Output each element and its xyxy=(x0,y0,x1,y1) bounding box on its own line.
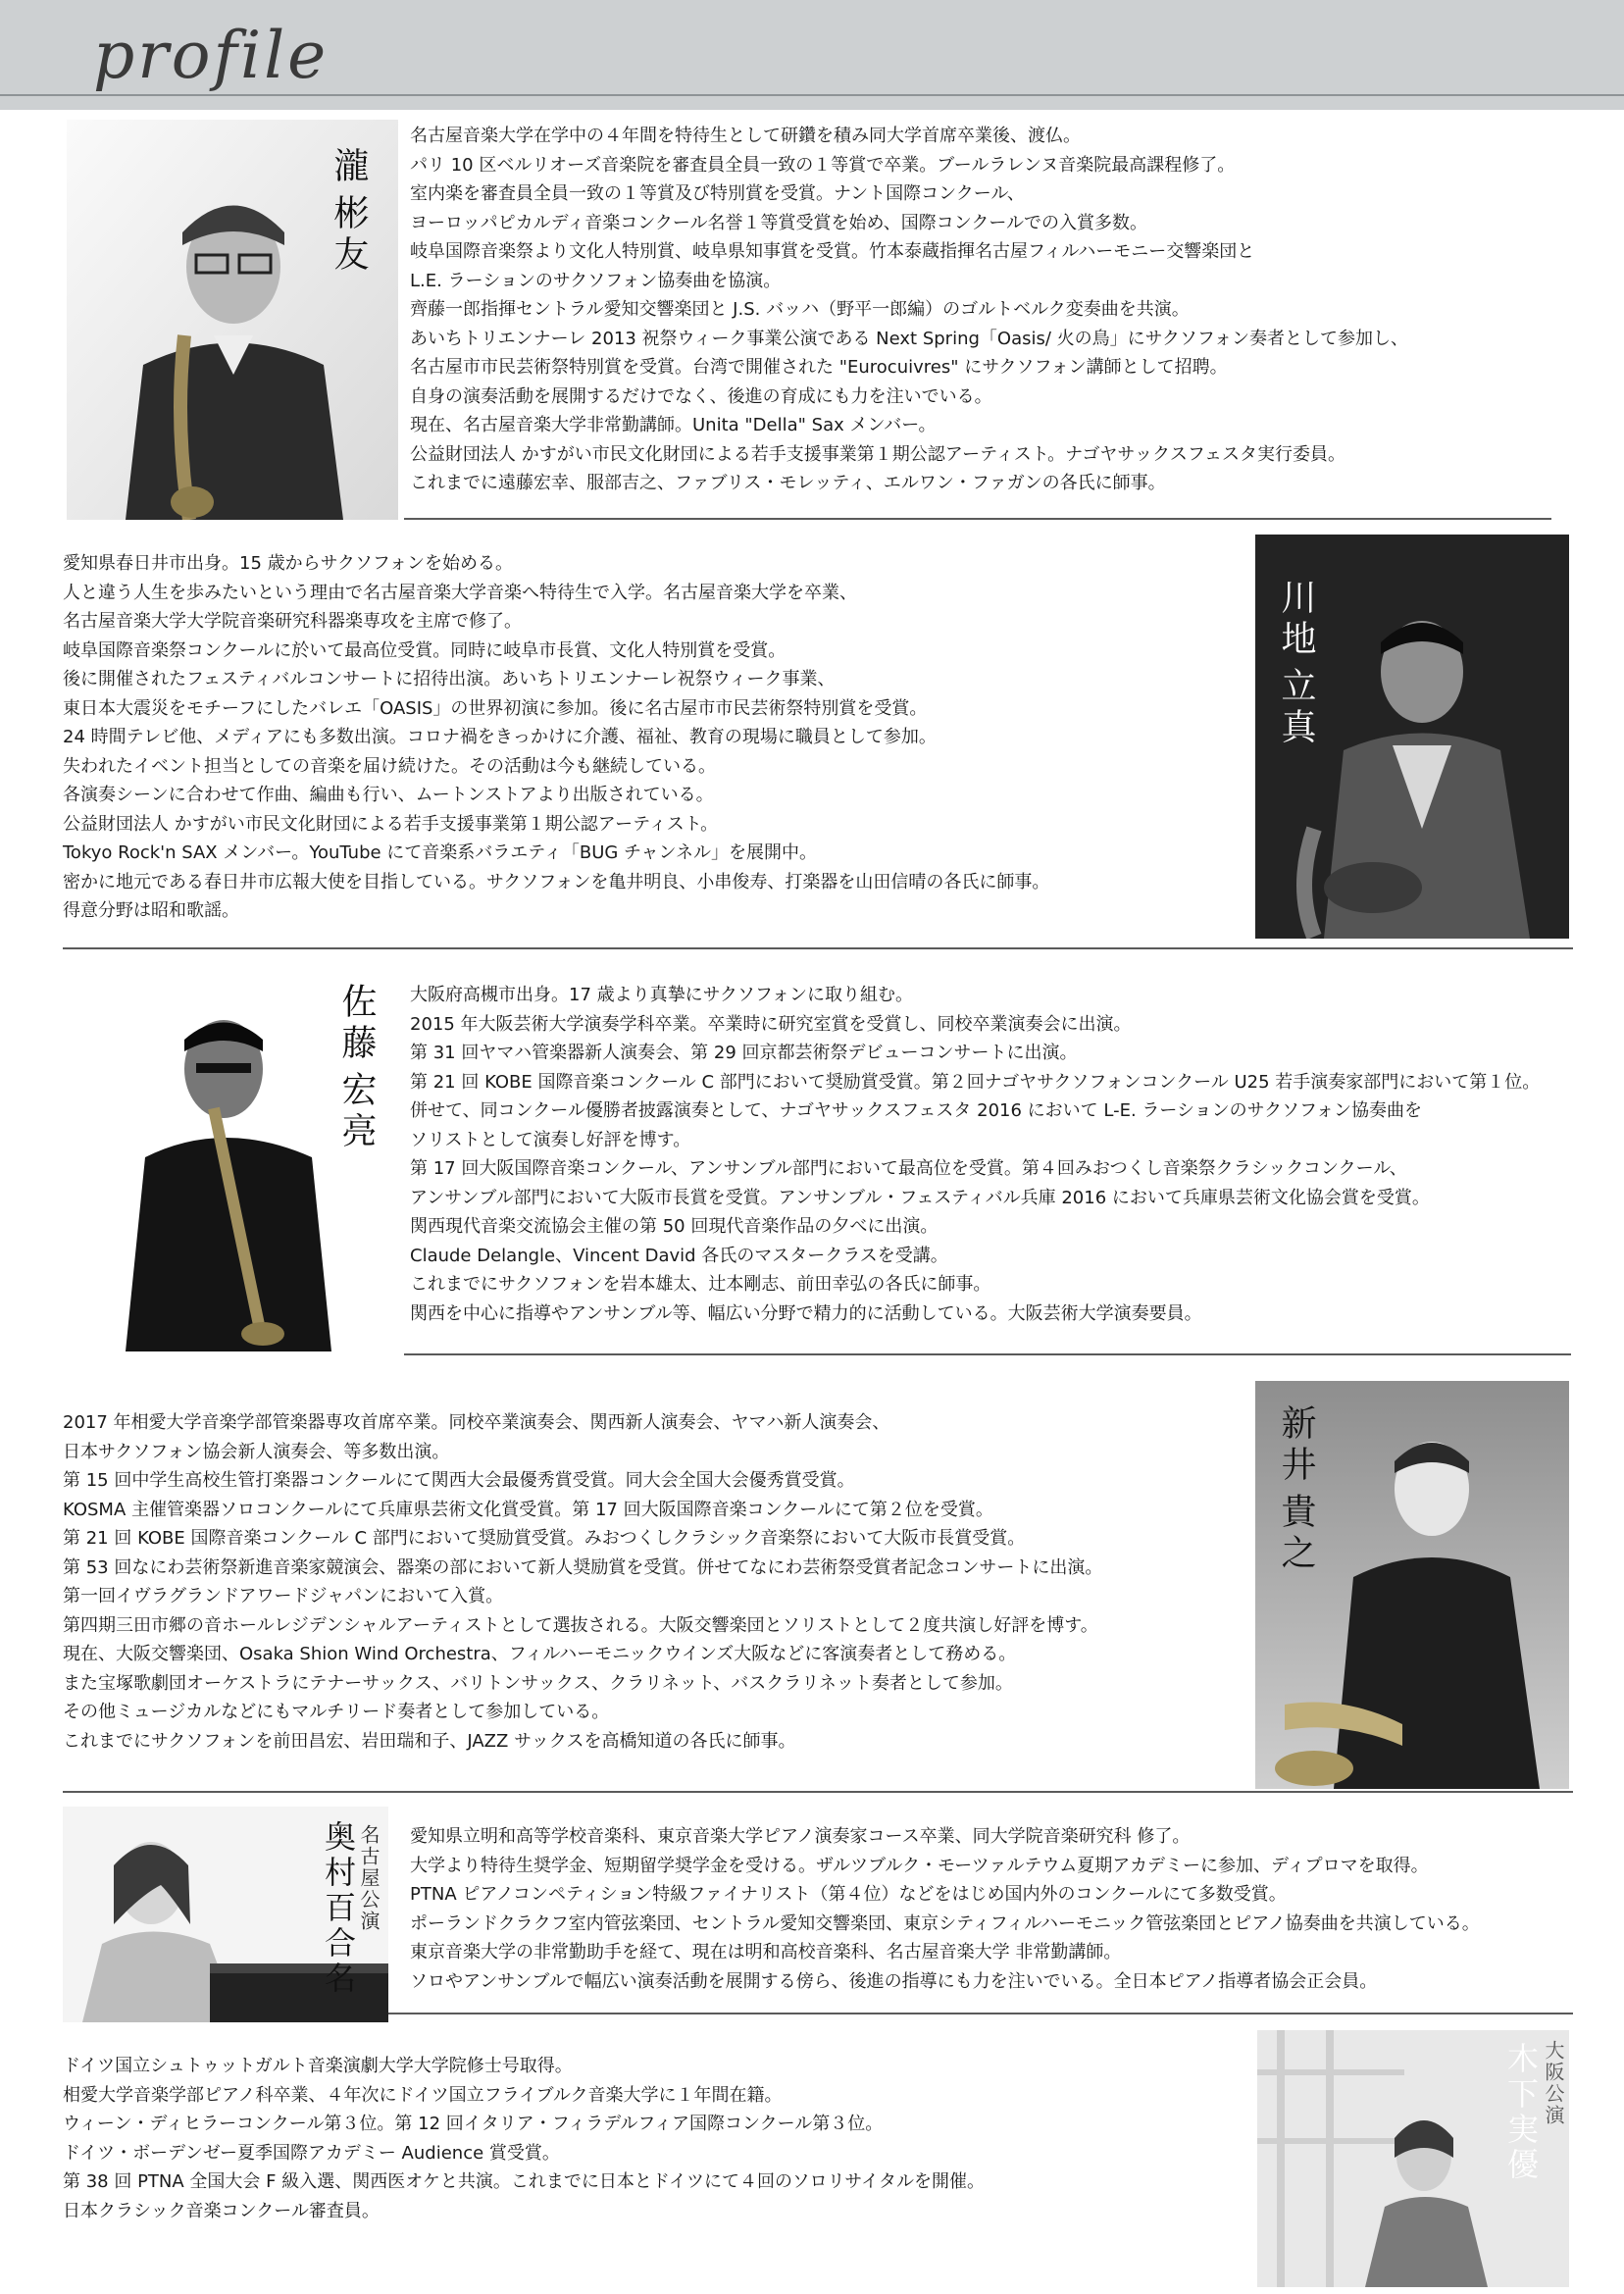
bio-line: ソロやアンサンブルで幅広い演奏活動を展開する傍ら、後進の指導にも力を注いでいる。全日本ピアノ指導者協会正会員。 xyxy=(410,1970,1378,1992)
bio-line: 第 21 回 KOBE 国際音楽コンクール C 部門において奨励賞受賞。第２回ナゴヤサクソフォンコンクール U25 若手演奏家部門において第１位。 xyxy=(410,1071,1541,1093)
bio-line: 失われたイベント担当としての音楽を届け続けた。その活動は今も継続している。 xyxy=(63,755,716,777)
bio-line: ポーランドクラクフ室内管弦楽団、セントラル愛知交響楽団、東京シティフィルハーモニック管弦楽団とピアノ協奏曲を共演している。 xyxy=(410,1912,1480,1934)
bio-line: これまでに遠藤宏幸、服部吉之、ファブリス・モレッティ、エルワン・ファガンの各氏に師事。 xyxy=(410,473,1166,493)
bio-line: 名古屋音楽大学在学中の４年間を特待生として研鑽を積み同大学首席卒業後、渡仏。 xyxy=(410,126,1081,146)
bio-line: 24 時間テレビ他、メディアにも多数出演。コロナ禍をきっかけに介護、福祉、教育の現場に職員として参加。 xyxy=(63,727,937,747)
bio-line: ソリストとして演奏し好評を博す。 xyxy=(410,1129,691,1150)
performance-venue-kinoshita: 大阪公演 xyxy=(1542,2040,1565,2126)
performer-given-name-sato: 宏亮 xyxy=(336,1071,377,1153)
performer-given-name-taki: 彬友 xyxy=(329,194,369,277)
bio-line: 大学より特待生奨学金、短期留学奨学金を受ける。ザルツブルク・モーツァルテウム夏期アカデミーに参加、ディプロマを取得。 xyxy=(410,1855,1429,1876)
bio-line: 愛知県立明和高等学校音楽科、東京音楽大学ピアノ演奏家コース卒業、同大学院音楽研究科 修了。 xyxy=(410,1826,1191,1847)
section-divider xyxy=(404,1353,1571,1355)
bio-line: 東京音楽大学の非常勤助手を経て、現在は明和高校音楽科、名古屋音楽大学 非常勤講師。 xyxy=(410,1942,1122,1963)
bio-line: 人と違う人生を歩みたいという理由で名古屋音楽大学音楽へ特待生で入学。名古屋音楽大学を卒業、 xyxy=(63,582,857,603)
bio-line: 第四期三田市郷の音ホールレジデンシャルアーティストとして選抜される。大阪交響楽団とソリストとして２度共演し好評を博す。 xyxy=(63,1614,1098,1636)
bio-line: 日本クラシック音楽コンクール審査員。 xyxy=(63,2200,380,2221)
performer-given-name-kawachi: 立真 xyxy=(1276,667,1316,749)
bio-line: 関西現代音楽交流協会主催の第 50 回現代音楽作品の夕べに出演。 xyxy=(410,1216,939,1237)
bio-line: 東日本大震災をモチーフにしたバレエ「OASIS」の世界初演に参加。後に名古屋市市民芸術祭特別賞を受賞。 xyxy=(63,697,928,719)
bio-line: 愛知県春日井市出身。15 歳からサクソフォンを始める。 xyxy=(63,553,514,574)
bio-line: 第 38 回 PTNA 全国大会 F 級入選、関西医オケと共演。これまでに日本とドイツにて４回のソロリサイタルを開催。 xyxy=(63,2171,985,2192)
performer-name-kinoshita: 木下実優 xyxy=(1502,2042,1540,2183)
section-divider xyxy=(388,2013,1573,2014)
bio-line: 2017 年相愛大学音楽学部管楽器専攻首席卒業。同校卒業演奏会、関西新人演奏会、ヤマハ新人演奏会、 xyxy=(63,1412,890,1433)
bio-line: 名古屋音楽大学大学院音楽研究科器楽専攻を主席で修了。 xyxy=(63,611,522,632)
bio-line: PTNA ピアノコンペティション特級ファイナリスト（第４位）などをはじめ国内外のコンクールにて多数受賞。 xyxy=(410,1884,1287,1905)
bio-line: ヨーロッパピカルディ音楽コンクール名誉１等賞受賞を始め、国際コンクールでの入賞多数。 xyxy=(410,212,1148,233)
bio-line: これまでにサクソフォンを岩本雄太、辻本剛志、前田幸弘の各氏に師事。 xyxy=(410,1274,991,1295)
bio-line: 第 53 回なにわ芸術祭新進音楽家競演会、器楽の部において新人奨励賞を受賞。併せてなにわ芸術祭受賞者記念コンサートに出演。 xyxy=(63,1556,1103,1578)
bio-line: その他ミュージカルなどにもマルチリード奏者として参加している。 xyxy=(63,1702,610,1722)
performer-family-name-sato: 佐藤 xyxy=(336,983,377,1065)
bio-line: 現在、大阪交響楽団、Osaka Shion Wind Orchestra、フィルハーモニックウインズ大阪などに客演奏者として務める。 xyxy=(63,1644,1017,1664)
bio-line: ドイツ国立シュトゥットガルト音楽演劇大学大学院修士号取得。 xyxy=(63,2056,573,2076)
bio-line: 第 21 回 KOBE 国際音楽コンクール C 部門において奨励賞受賞。みおつくしクラシック音楽祭において大阪市長賞受賞。 xyxy=(63,1528,1026,1549)
bio-line: あいちトリエンナーレ 2013 祝祭ウィーク事業公演である Next Spring「Oasis/ 火の鳥」にサクソフォン奏者として参加し、 xyxy=(410,328,1409,349)
bio-okumura xyxy=(410,1822,1480,1996)
bio-line: 各演奏シーンに合わせて作曲、編曲も行い、ムートンストアより出版されている。 xyxy=(63,785,714,805)
bio-line: L.E. ラーションのサクソフォン協奏曲を協演。 xyxy=(410,270,782,291)
bio-line: 岐阜国際音楽祭より文化人特別賞、岐阜県知事賞を受賞。竹本泰蔵指揮名古屋フィルハーモニー交響楽団と xyxy=(410,241,1255,262)
bio-line: 第 31 回ヤマハ管楽器新人演奏会、第 29 回京都芸術祭デビューコンサートに出演。 xyxy=(410,1043,1078,1063)
bio-line: 2015 年大阪芸術大学演奏学科卒業。卒業時に研究室賞を受賞し、同校卒業演奏会に出演。 xyxy=(410,1013,1132,1035)
bio-line: 室内楽を審査員全員一致の１等賞及び特別賞を受賞。ナント国際コンクール、 xyxy=(410,183,1025,204)
bio-line: 岐阜国際音楽祭コンクールに於いて最高位受賞。同時に岐阜市長賞、文化人特別賞を受賞。 xyxy=(63,639,787,661)
bio-sato xyxy=(410,981,1540,1328)
performer-family-name-taki: 瀧 xyxy=(329,147,369,188)
bio-line: 第 15 回中学生高校生管打楽器コンクールにて関西大会最優秀賞受賞。同大会全国大会優秀賞受賞。 xyxy=(63,1470,855,1491)
performance-venue-okumura: 名古屋公演 xyxy=(357,1824,381,1932)
bio-line: これまでにサクソフォンを前田昌宏、岩田瑞和子、JAZZ サックスを高橋知道の各氏に師事。 xyxy=(63,1730,796,1752)
page-title: profile xyxy=(93,18,330,93)
performer-given-name-arai: 貴之 xyxy=(1276,1493,1316,1575)
bio-taki xyxy=(410,122,1408,498)
bio-line: 得意分野は昭和歌謡。 xyxy=(63,900,239,921)
bio-line: アンサンブル部門において大阪市長賞を受賞。アンサンブル・フェスティバル兵庫 2016 において兵庫県芸術文化協会賞を受賞。 xyxy=(410,1187,1430,1208)
section-divider xyxy=(404,518,1551,520)
bio-line: ウィーン・ディヒラーコンクール第３位。第 12 回イタリア・フィラデルフィア国際コンクール第３位。 xyxy=(63,2114,884,2134)
bio-line: 齊藤一郎指揮セントラル愛知交響楽団と J.S. バッハ（野平一郎編）のゴルトベルク変奏曲を共演。 xyxy=(410,299,1190,320)
bio-kinoshita xyxy=(63,2052,985,2225)
bio-kawachi xyxy=(63,549,1049,926)
bio-line: 自身の演奏活動を展開するだけでなく、後進の育成にも力を注いでいる。 xyxy=(410,385,992,407)
bio-line: Claude Delangle、Vincent David 各氏のマスタークラスを受講。 xyxy=(410,1245,948,1266)
section-divider xyxy=(63,1791,1573,1793)
header-rule xyxy=(0,94,1624,96)
bio-line: 大阪府高槻市出身。17 歳より真摯にサクソフォンに取り組む。 xyxy=(410,985,914,1005)
bio-line: 第 17 回大阪国際音楽コンクール、アンサンブル部門において最高位を受賞。第４回みおつくし音楽祭クラシックコンクール、 xyxy=(410,1158,1407,1179)
bio-line: また宝塚歌劇団オーケストラにテナーサックス、バリトンサックス、クラリネット、バスクラリネット奏者として参加。 xyxy=(63,1672,1013,1694)
bio-line: KOSMA 主催管楽器ソロコンクールにて兵庫県芸術文化賞受賞。第 17 回大阪国際音楽コンクールにて第２位を受賞。 xyxy=(63,1499,993,1520)
bio-line: 日本サクソフォン協会新人演奏会、等多数出演。 xyxy=(63,1441,450,1462)
bio-line: 公益財団法人 かすがい市民文化財団による若手支援事業第１期公認アーティスト。 xyxy=(63,813,719,835)
bio-line: ドイツ・ボーデンゼー夏季国際アカデミー Audience 賞受賞。 xyxy=(63,2142,560,2164)
bio-line: 関西を中心に指導やアンサンブル等、幅広い分野で精力的に活動している。大阪芸術大学演奏要員。 xyxy=(410,1302,1202,1324)
bio-line: 公益財団法人 かすがい市民文化財団による若手支援事業第１期公認アーティスト。ナゴヤサックスフェスタ実行委員。 xyxy=(410,443,1345,465)
bio-arai xyxy=(63,1408,1102,1756)
bio-line: 相愛大学音楽学部ピアノ科卒業、４年次にドイツ国立フライブルク音楽大学に１年間在籍。 xyxy=(63,2084,783,2106)
bio-line: パリ 10 区ベルリオーズ音楽院を審査員全員一致の１等賞で卒業。ブールラレンヌ音楽院最高課程修了。 xyxy=(410,154,1236,176)
bio-line: 名古屋市市民芸術祭特別賞を受賞。台湾で開催された "Eurocuivres" にサクソフォン講師として招聘。 xyxy=(410,357,1228,378)
bio-line: 現在、名古屋音楽大学非常勤講師。Unitа "Della" Sax メンバー。 xyxy=(410,415,937,435)
bio-line: 密かに地元である春日井市広報大使を目指している。サクソフォンを亀井明良、小串俊寿、打楽器を山田信晴の各氏に師事。 xyxy=(63,871,1050,892)
performer-family-name-kawachi: 川地 xyxy=(1276,579,1316,661)
bio-line: 第一回イヴラグランドアワードジャパンにおいて入賞。 xyxy=(63,1586,504,1606)
bio-line: Tokyo Rock'n SAX メンバー。YouTube にて音楽系バラエティ「BUG チャンネル」を展開中。 xyxy=(63,842,817,863)
bio-line: 後に開催されたフェスティバルコンサートに招待出演。あいちトリエンナーレ祝祭ウィーク事業、 xyxy=(63,669,836,689)
performer-name-okumura: 奥村百合名 xyxy=(320,1820,357,1997)
bio-line: 併せて、同コンクール優勝者披露演奏として、ナゴヤサックスフェスタ 2016 において L-E. ラーションのサクソフォン協奏曲を xyxy=(410,1100,1423,1121)
performer-family-name-arai: 新井 xyxy=(1276,1404,1316,1487)
section-divider xyxy=(63,947,1573,949)
